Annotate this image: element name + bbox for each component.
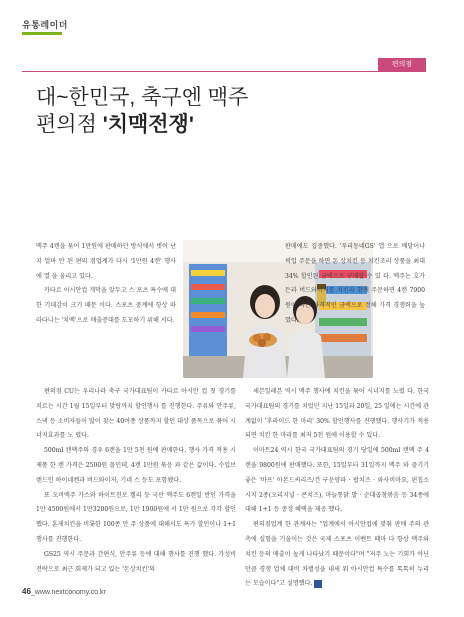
paragraph: 세븐일레븐 역시 맥주 행사에 치킨을 묶어 시너지를 노렸 다. 한국 국가대표팀의 경기를 치렀던 지난 15일과 20일, 25 일에는 시간에 관계없이 '후라이드 한 마리' 30% 할인행사를 진행했다. 행사기가 적용되면 치킨 한 마리를 최저 5천 원에 이용할 수 있다.: [245, 388, 429, 440]
category-label: 편의점: [378, 58, 426, 71]
paragraph: GS25 역시 주문과 간편식, 안주류 등에 대해 행사를 진행 했다. 가성비 전략으로 최근 회제가 되고 있는 '돈상치킨'의: [36, 550, 236, 573]
section-underline: [22, 32, 62, 35]
paragraph: 맥주 4캔을 묶어 1만원에 판매하던 방식에서 벗어 난지 얼마 안 된 편의 점업계가 다시 '1만원 4캔' 행사에 열 을 올리고 있다.: [36, 243, 176, 280]
headline-line-2: [36, 111, 248, 138]
headline-prefix: 편의점: [36, 113, 103, 136]
headline-line-1: 대~한민국, 축구엔 맥주: [36, 86, 249, 109]
paragraph: 카타르 아시안컵 개막을 앞두고 스 포츠 특수에 대한 기대감이 크기 때문 이다. 스포츠 중계에 항상 따라다니는 '치맥'으로 매출증대를 도모하기 위해 서다.: [36, 287, 176, 324]
footer-url[interactable]: _www.nextconomy.co.kr: [30, 589, 106, 596]
title-rule: [22, 71, 426, 72]
paragraph: 판매에도 집중했다. '우리동네GS' 앱 으로 배달이나 픽업 주문을 하면 돈 상치킨 등 치킨조리 상품을 최대 34% 할인된 금액으로 구매할 수 있 다. 맥주는 호가든과 버드와이저를 치킨과 함께 주문하면 4캔 7900원이 라는 파격적인 금액으로 정해 가격 경쟁력을 높였다.: [285, 243, 425, 324]
paragraph: 편의점 CU는 우리나라 축구 국가대표팀이 카타르 아시안 컵 첫 경기를 치르는 시간 1월 15일부터 맞랑까지 할인행사 를 진행한다. 주류와 안주류, 스낵 등 소비자들이 많이 찾는 40여종 상품까지 할인 대상 품목으로 묶어 시너지효과를 노 렸다.: [36, 388, 236, 440]
article-column-right-bottom: [245, 385, 429, 592]
paragraph: 500ml 캔맥주의 경우 6캔을 1만 5천 원에 판매한다. 행사 가격 적용 시 제품 한 캔 가격은 2500원 꼴인데, 4캔 1만원 묶음 과 같은 값이다. 수입브랜드인 하이네켄과 버드와이저, 기네 스 등도 포함됐다.: [36, 447, 236, 484]
article-column-right-top: [285, 240, 425, 329]
page-number: 46: [22, 587, 31, 596]
headline: [36, 84, 248, 138]
article-column-left-top: [36, 240, 176, 329]
paragraph: [245, 518, 429, 592]
section-tag: 유통레이더: [22, 20, 68, 30]
paragraph: 이마트24 역시 한국 국가대표팀의 경기 당일에 500ml 캔맥 주 4캔을 9800원에 판매했다. 또한, 15일부터 31일까지 맥주 와 즐기기 좋은 '바프' 아몬드씨리즈/건 구운양파 · 팝치즈 · 와사비마요, 핀칩소시지 2종(오리지널 · 콘치즈), 마늘통닭 발 · 순대곱창볶음 등 34종에 대해 1+1 등 중정 혜택을 제공 했다.: [245, 447, 429, 514]
page-footer: [22, 587, 106, 596]
article-column-left-bottom: [36, 385, 236, 577]
paragraph: 또 오비맥주 카스와 하이트진로 켈리 등 국산 맥주도 6캔일 반인 가격을 1만 4500원에서 1만3200원으로, 1만 1900원에 서 1만 원으로 각각 할인했다. 훈제치킨을 비롯한 100종 안 주 상품에 대해서도 특가 할인이나 1+1 행사를 진행한다.: [36, 491, 236, 543]
article-end-mark: N: [314, 580, 322, 588]
headline-bold: '치맥전쟁': [102, 113, 194, 136]
closing-paragraph-text: 편의점업계 한 관계자는 "업계에서 아시안컵에 맞춰 판매 주의 관측에 실험을 기울이는 것은 국제 스포츠 이벤트 때마 다 항상 맥주와 치킨 등의 매출이 높게 나타났기 때문이다"며 "저주 노는 기회가 아닌 만큼 경쟁 업체 대비 차별성을 내세 워 아시안컵 특수를 톡톡히 누리는 모습이다"고 설명했다.: [245, 521, 429, 588]
